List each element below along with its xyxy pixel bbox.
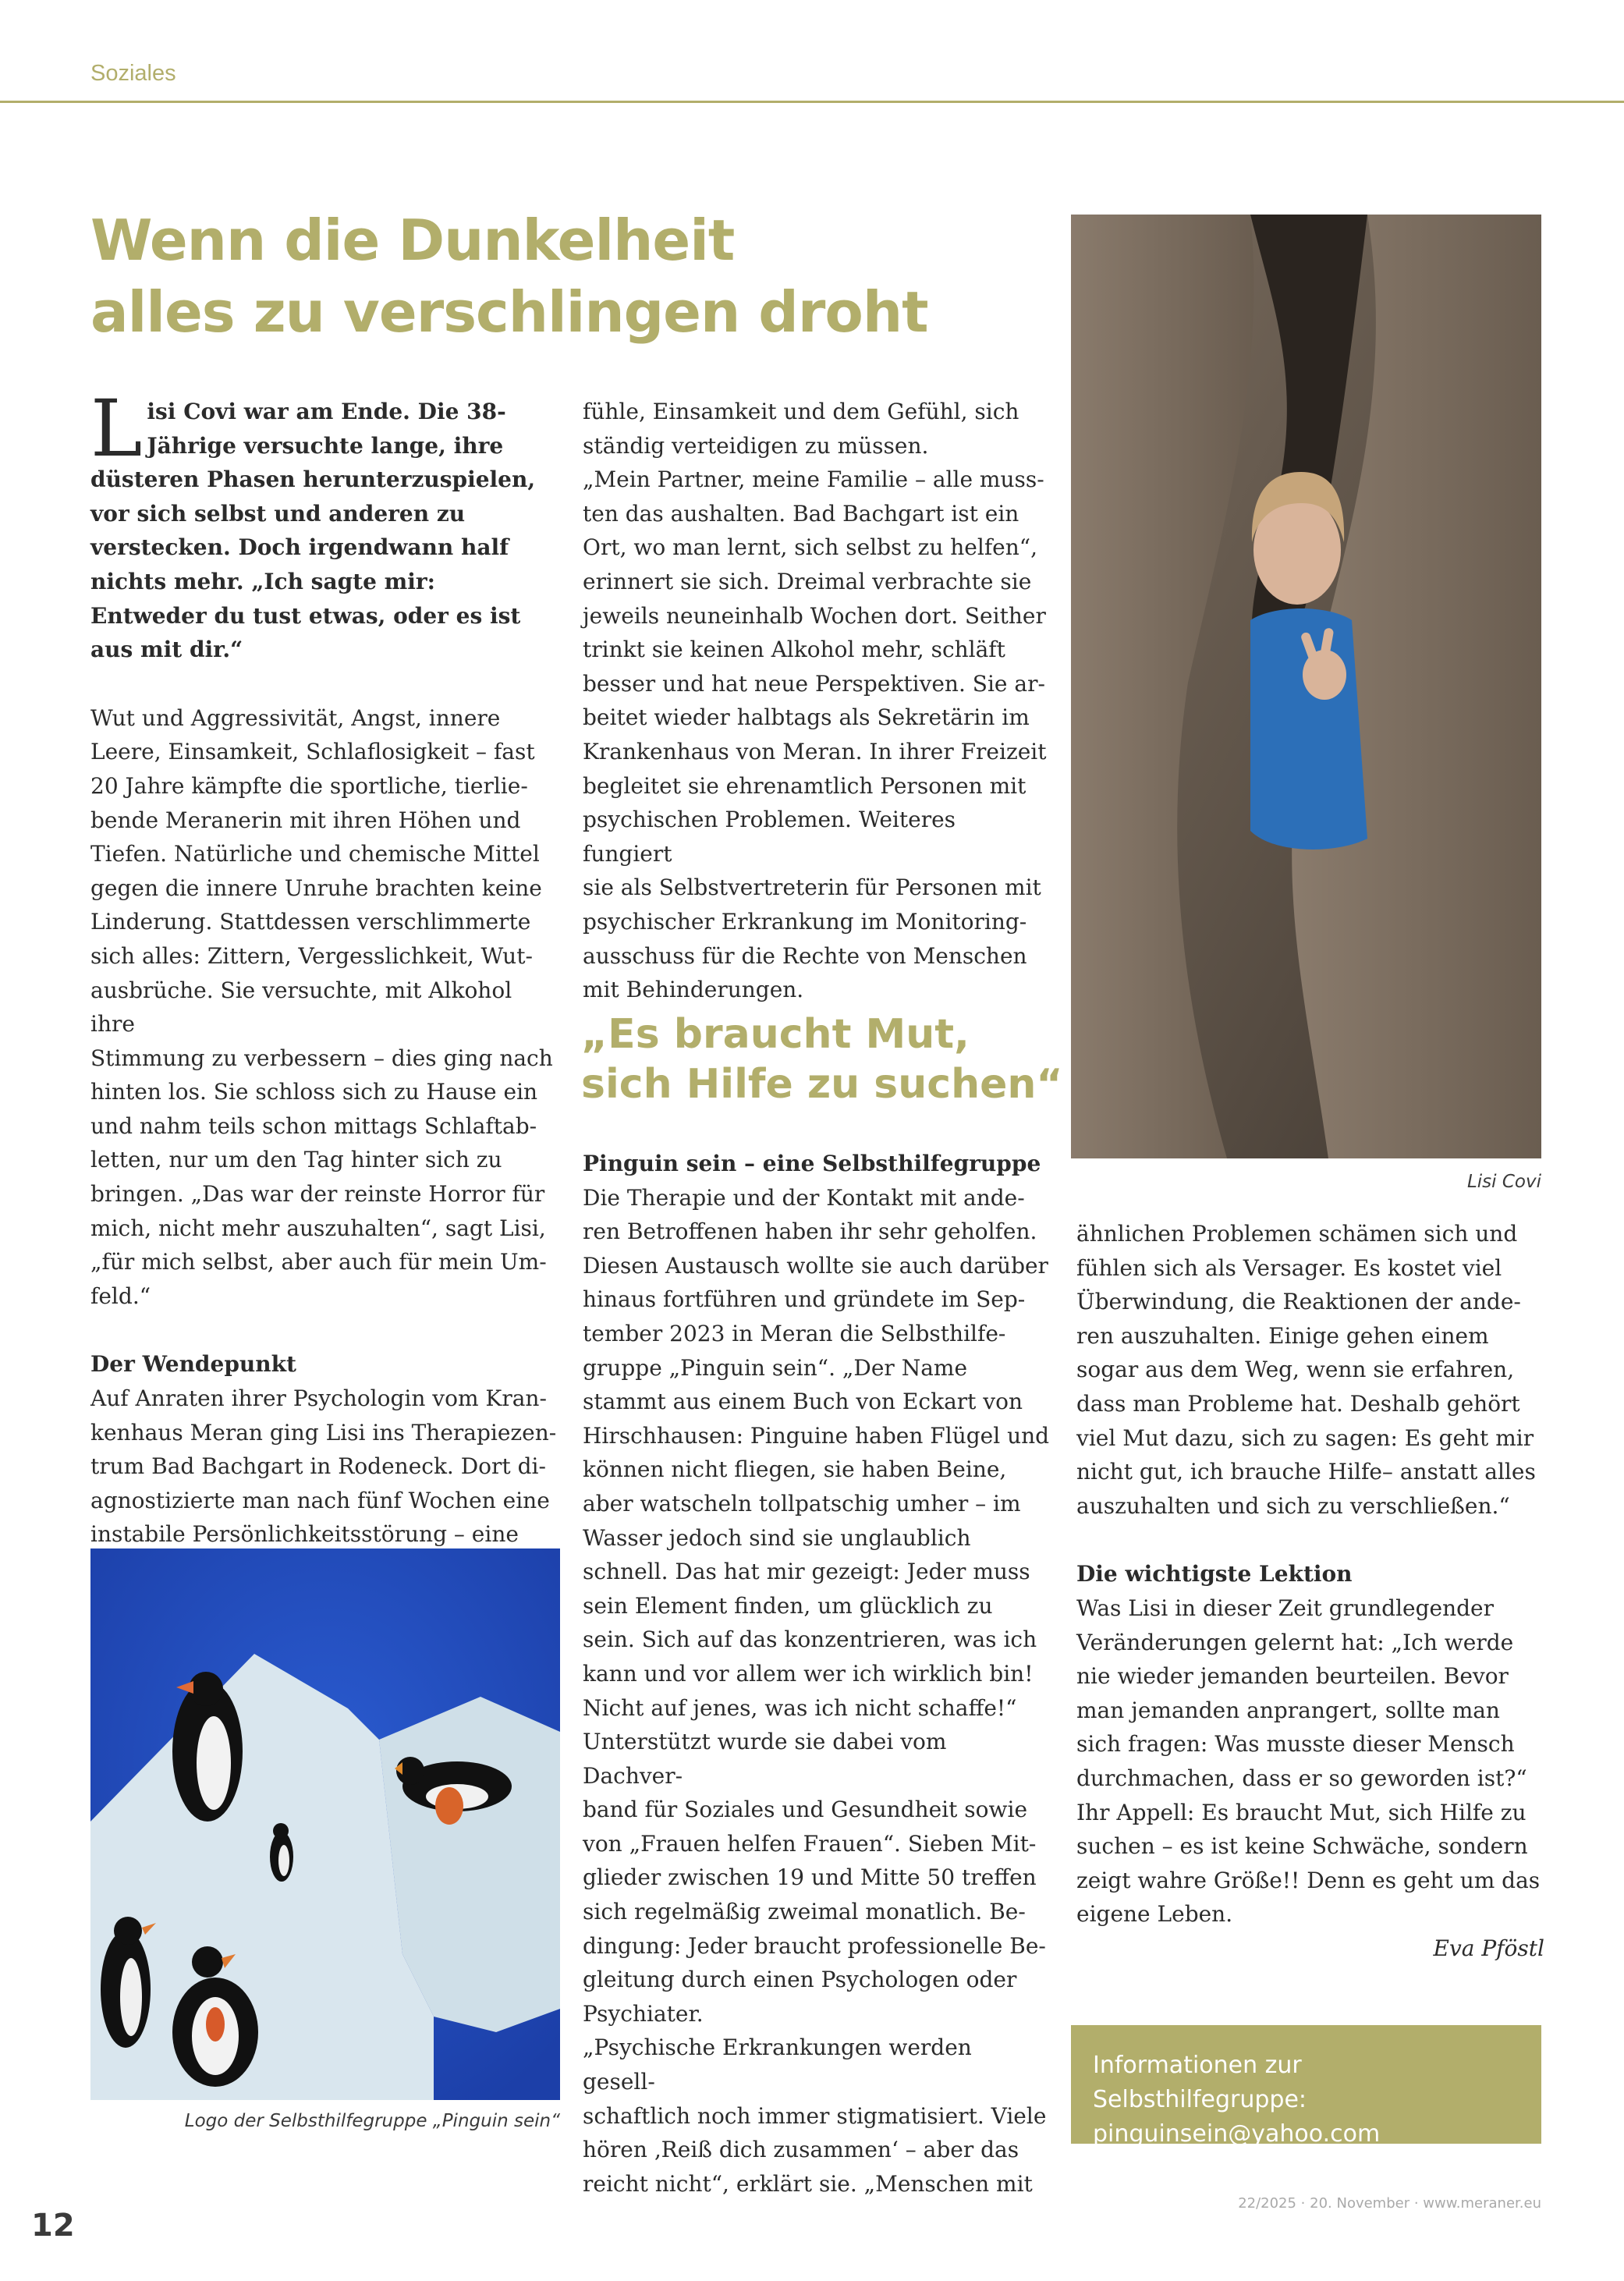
column-3 — [1076, 1217, 1544, 1965]
col1-paragraph-1: Wut und Aggressivität, Angst, innere Leere, Einsamkeit, Schlaflosigkeit – fast 20 Jahre kämpfte die sportliche, tierlie- bende Meranerin mit ihren Höhen und Tiefen. Natürliche und chemische Mittel gegen die innere Unruhe brachten keine Linderung. Stattdessen verschlimmerte sich alles: Zittern, Vergesslichkeit, Wut- ausbrüche. Sie versuchte, mit Alkohol ihre Stimmung zu verbessern – dies ging nach hinten los. Sie schloss sich zu Hause ein und nahm teils schon mittags Schlaftab- letten, nur um den Tag hinter sich zu bringen. „Das war der reinste Horror für mich, nicht mehr auszuhalten“, sagt Lisi, „für mich selbst, aber auch für mein Um- feld.“ — [90, 704, 553, 1309]
portrait-photo — [1071, 215, 1541, 1158]
lead-text: isi Covi war am Ende. Die 38-Jährige versuchte lange, ihre düsteren Phasen herunterzuspielen, vor sich selbst und anderen zu verstecken. Doch irgendwann half nichts mehr. „Ich sagte mir: Entweder du tust etwas, oder es ist aus mit dir.“ — [90, 399, 536, 663]
section-label: Soziales — [90, 61, 176, 86]
page-number: 12 — [31, 2208, 75, 2244]
tree-portrait-icon — [1071, 215, 1541, 1158]
header-rule — [0, 101, 1624, 103]
col3-paragraph-1: ähnlichen Problemen schämen sich und fühlen sich als Versager. Es kostet viel Überwindung, die Reaktionen der ande- ren auszuhalten. Einige gehen einem sogar aus dem Weg, wenn sie erfahren, dass man Probleme hat. Deshalb gehört viel Mut dazu, sich zu sagen: Es geht mir nicht gut, ich brauche Hilfe– anstatt alles auszuhalten und sich zu verschließen.“ — [1076, 1221, 1536, 1519]
subhead-wendepunkt: Der Wendepunkt — [90, 1351, 296, 1378]
lead-paragraph — [90, 383, 558, 667]
footer-issue-info: 22/2025 · 20. November · www.meraner.eu — [1238, 2195, 1541, 2212]
logo-caption: Logo der Selbsthilfegruppe „Pinguin sein“ — [184, 2111, 560, 2131]
author-name: Eva Pföstl — [1433, 1935, 1544, 1961]
column-2-lower — [583, 1147, 1051, 2201]
subhead-pinguin: Pinguin sein – eine Selbsthilfegruppe — [583, 1151, 1041, 1176]
photo-caption: Lisi Covi — [1466, 1172, 1541, 1192]
penguin-logo-image — [90, 1548, 560, 2100]
column-1 — [90, 383, 558, 1619]
column-2 — [583, 395, 1051, 1007]
col2-paragraph-1: fühle, Einsamkeit und dem Gefühl, sich ständig verteidigen zu müssen. „Mein Partner, meine Familie – alle muss- ten das aushalten. Bad Bachgart ist ein Ort, wo man lernt, sich selbst zu helfen“, erinnert sie sich. Dreimal verbrachte sie jeweils neuneinhalb Wochen dort. Seither trinkt sie keinen Alkohol mehr, schläft besser und hat neue Perspektiven. Sie ar- beitet wieder halbtags als Sekretärin im Krankenhaus von Meran. In ihrer Freizeit begleitet sie ehrenamtlich Personen mit psychischen Problemen. Weiteres fungiert sie als Selbstvertreterin für Personen mit psychischer Erkrankung im Monitoring- ausschuss für die Rechte von Menschen mit Behinderungen. — [583, 399, 1047, 1003]
col3-paragraph-2: Was Lisi in dieser Zeit grundlegender Veränderungen gelernt hat: „Ich werde nie wieder jemanden beurteilen. Bevor man jemanden anprangert, sollte man sich fragen: Was musste dieser Mensch durchmachen, dass er so geworden ist?“ Ihr Appell: Es braucht Mut, sich Hilfe zu suchen – es ist keine Schwäche, sondern zeigt wahre Größe!! Denn es geht um das eigene Leben. — [1076, 1595, 1541, 1928]
col2-paragraph-2: Die Therapie und der Kontakt mit ande- ren Betroffenen haben ihr sehr geholfen. Diesen Austausch wollte sie auch darüber hinaus fortführen und gründete im Sep- tember 2023 in Meran die Selbsthilfe- gruppe „Pinguin sein“. „Der Name stammt aus einem Buch von Eckart von Hirschhausen: Pinguine haben Flügel und können nicht fliegen, sie haben Beine, aber watscheln tollpatschig umher – im Wasser jedoch sind sie unglaublich schnell. Das hat mir gezeigt: Jeder muss sein Element finden, um glücklich zu sein. Sich auf das konzentrieren, was ich kann und vor allem wer ich wirklich bin! Nicht auf jenes, was ich nicht schaffe!“ Unterstützt wurde sie dabei vom Dachver- band für Soziales und Gesundheit sowie von „Frauen helfen Frauen“. Sieben Mit- glieder zwischen 19 und Mitte 50 treffen sich regelmäßig zweimal monatlich. Be- dingung: Jeder braucht professionelle Be- gleitung durch einen Psychologen oder Psychiater. „Psychische Erkrankungen werden gesell- schaftlich noch immer stigmatisiert. Viele hören ‚Reiß dich zusammen‘ – aber das reicht nicht“, erklärt sie. „Menschen mit — [583, 1184, 1050, 2197]
pull-quote: „Es braucht Mut, sich Hilfe zu suchen“ — [581, 1011, 1063, 1108]
article-headline: Wenn die Dunkelheit alles zu verschlingen droht — [90, 208, 928, 345]
col1-paragraph-2: Auf Anraten ihrer Psychologin vom Kran- kenhaus Meran ging Lisi ins Therapiezen- trum Bad Bachgart in Rodeneck. Dort di- agnostizierte man nach fünf Wochen eine instabile Persönlichkeitsstörung – eine — [90, 1385, 557, 1548]
penguin-painting-icon — [90, 1548, 560, 2100]
drop-cap: L — [90, 383, 143, 474]
info-box: Informationen zur Selbsthilfegruppe: pinguinsein@yahoo.com — [1071, 2025, 1541, 2144]
subhead-lektion: Die wichtigste Lektion — [1076, 1561, 1353, 1587]
